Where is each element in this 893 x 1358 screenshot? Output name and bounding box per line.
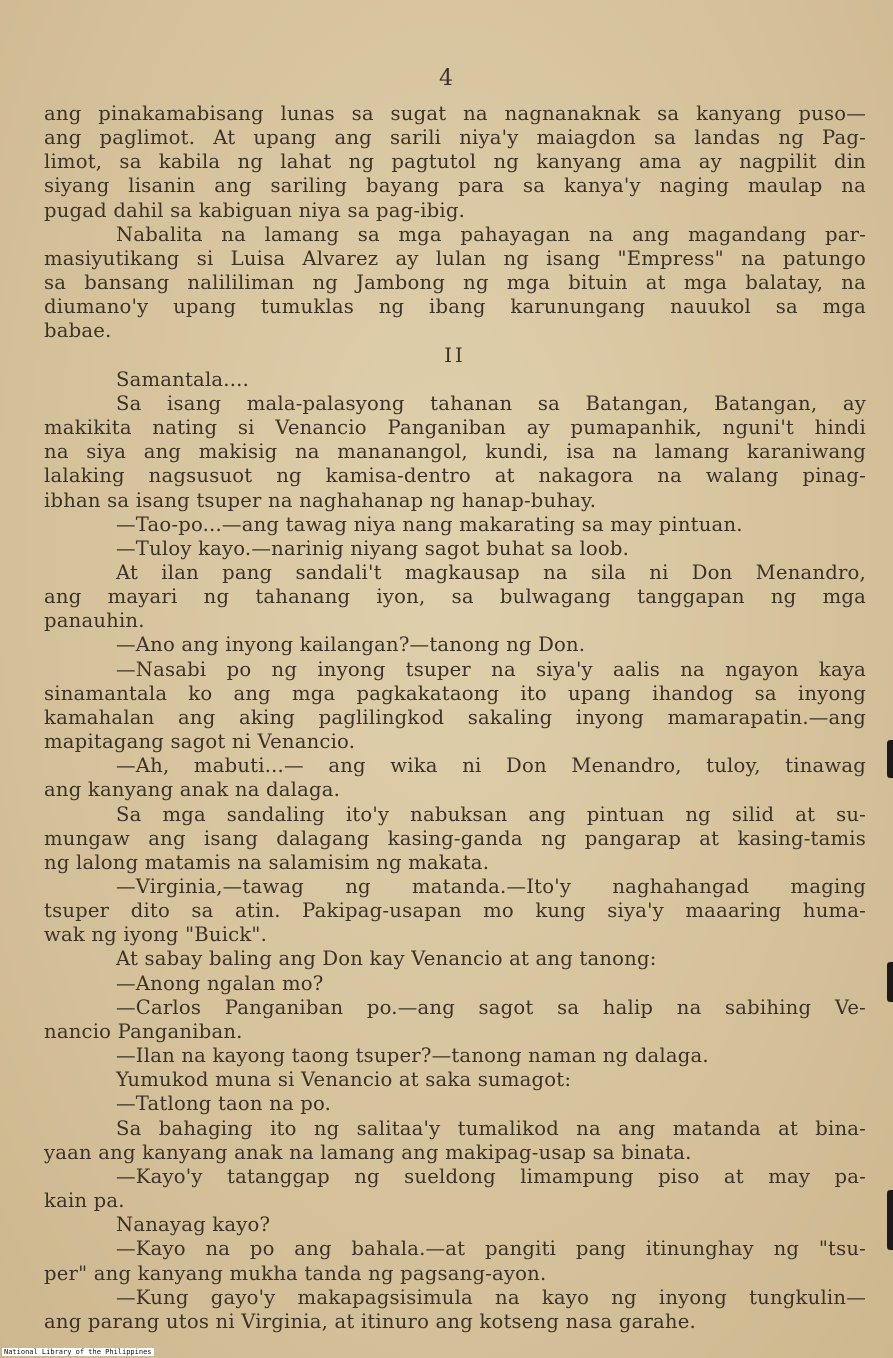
text-line: sa bansang nalililiman ng Jambong ng mga bituin at mga balatay, na xyxy=(44,271,866,295)
text-line: —Carlos Panganiban po.—ang sagot sa halip na sabihing Ve- xyxy=(116,995,866,1019)
text-line: —Nasabi po ng inyong tsuper na siya'y aalis na ngayon kaya xyxy=(116,657,866,681)
text-line: —Anong ngalan mo? xyxy=(116,971,324,995)
text-line: mapitagang sagot ni Venancio. xyxy=(44,730,356,754)
text-line: ng lalong matamis na salamisim ng makata. xyxy=(44,850,490,874)
text-line: babae. xyxy=(44,319,112,343)
right-margin-mark xyxy=(887,962,893,1002)
right-margin-mark xyxy=(887,740,893,778)
text-line: kain pa. xyxy=(44,1189,125,1213)
text-line: At ilan pang sandali't magkausap na sila ni Don Menandro, xyxy=(116,560,866,584)
text-line: nancio Panganiban. xyxy=(44,1019,243,1043)
text-line: per" ang kanyang mukha tanda ng pagsang-ayon. xyxy=(44,1261,547,1285)
text-line: Sa isang mala-palasyong tahanan sa Batangan, Batangan, ay xyxy=(116,391,866,415)
text-line: ang pinakamabisang lunas sa sugat na nagnanaknak sa kanyang puso— xyxy=(44,102,866,125)
right-margin-mark xyxy=(887,1190,893,1250)
text-line: na siya ang makisig na mananangol, kundi, isa na lamang karaniwang xyxy=(44,440,866,464)
text-line: Nabalita na lamang sa mga pahayagan na ang magandang par- xyxy=(116,222,866,246)
text-line: wak ng iyong "Buick". xyxy=(44,923,268,947)
text-line: masiyutikang si Luisa Alvarez ay lulan ng isang "Empress" na patungo xyxy=(44,246,866,270)
text-line: —Ano ang inyong kailangan?—tanong ng Don. xyxy=(116,633,586,657)
text-line: —Kayo na po ang bahala.—at pangiti pang itinunghay ng "tsu- xyxy=(116,1237,866,1261)
page-number: 4 xyxy=(439,66,454,91)
text-line: —Tuloy kayo.—narinig niyang sagot buhat sa loob. xyxy=(116,536,630,560)
text-line: siyang lisanin ang sariling bayang para sa kanya'y naging maulap na xyxy=(44,174,866,198)
text-line: panauhin. xyxy=(44,609,145,633)
text-line: lalaking nagsusuot ng kamisa-dentro at nakagora na walang pinag- xyxy=(44,464,866,488)
text-line: ang parang utos ni Virginia, at itinuro ang kotseng nasa garahe. xyxy=(44,1309,696,1333)
text-line: —Tatlong taon na po. xyxy=(116,1092,332,1116)
text-line: ang kanyang anak na dalaga. xyxy=(44,778,341,802)
text-line: Nanayag kayo? xyxy=(116,1213,271,1237)
text-line: tsuper dito sa atin. Pakipag-usapan mo kung siya'y maaaring huma- xyxy=(44,899,866,923)
text-line: Sa bahaging ito ng salitaa'y tumalikod na ang matanda at bina- xyxy=(116,1116,866,1140)
library-watermark: National Library of the Philippines xyxy=(4,1348,152,1356)
text-line: —Kayo'y tatanggap ng sueldong limampung piso at may pa- xyxy=(116,1164,866,1188)
text-line: —Tao-po...—ang tawag niya nang makarating sa may pintuan. xyxy=(116,512,743,536)
text-line: —Virginia,—tawag ng matanda.—Ito'y naghahangad maging xyxy=(116,875,866,898)
text-line: ibhan sa isang tsuper na naghahanap ng hanap-buhay. xyxy=(44,488,597,512)
text-line: ang mayari ng tahanang iyon, sa bulwagang tanggapan ng mga xyxy=(44,585,866,609)
section-heading: II xyxy=(444,343,466,367)
body-text xyxy=(44,102,866,1334)
text-line: limot, sa kabila ng lahat ng pagtutol ng kanyang ama ay nagpilit din xyxy=(44,150,866,174)
text-line: At sabay baling ang Don kay Venancio at ang tanong: xyxy=(116,947,657,971)
text-line: —Ilan na kayong taong tsuper?—tanong naman ng dalaga. xyxy=(116,1044,709,1068)
text-line: —Ah, mabuti...— ang wika ni Don Menandro, tuloy, tinawag xyxy=(116,754,866,778)
text-line: makikita nating si Venancio Panganiban ay pumapanhik, nguni't hindi xyxy=(44,416,866,440)
text-line: Yumukod muna si Venancio at saka sumagot: xyxy=(116,1068,572,1092)
text-line: sinamantala ko ang mga pagkakataong ito upang ihandog sa inyong xyxy=(44,681,866,705)
text-line: diumano'y upang tumuklas ng ibang karunungang nauukol sa mga xyxy=(44,295,866,319)
text-line: ang paglimot. At upang ang sarili niya'y maiagdon sa landas ng Pag- xyxy=(44,126,866,150)
text-line: Samantala.... xyxy=(116,367,250,391)
text-line: —Kung gayo'y makapagsisimula na kayo ng inyong tungkulin— xyxy=(116,1285,866,1309)
text-line: pugad dahil sa kabiguan niya sa pag-ibig. xyxy=(44,198,466,222)
text-line: kamahalan ang aking paglilingkod sakaling inyong mamarapatin.—ang xyxy=(44,705,866,729)
text-line: mungaw ang isang dalagang kasing-ganda ng pangarap at kasing-tamis xyxy=(44,826,866,850)
text-line: Sa mga sandaling ito'y nabuksan ang pintuan ng silid at su- xyxy=(116,802,866,826)
text-line: yaan ang kanyang anak na lamang ang makipag-usap sa binata. xyxy=(44,1140,692,1164)
